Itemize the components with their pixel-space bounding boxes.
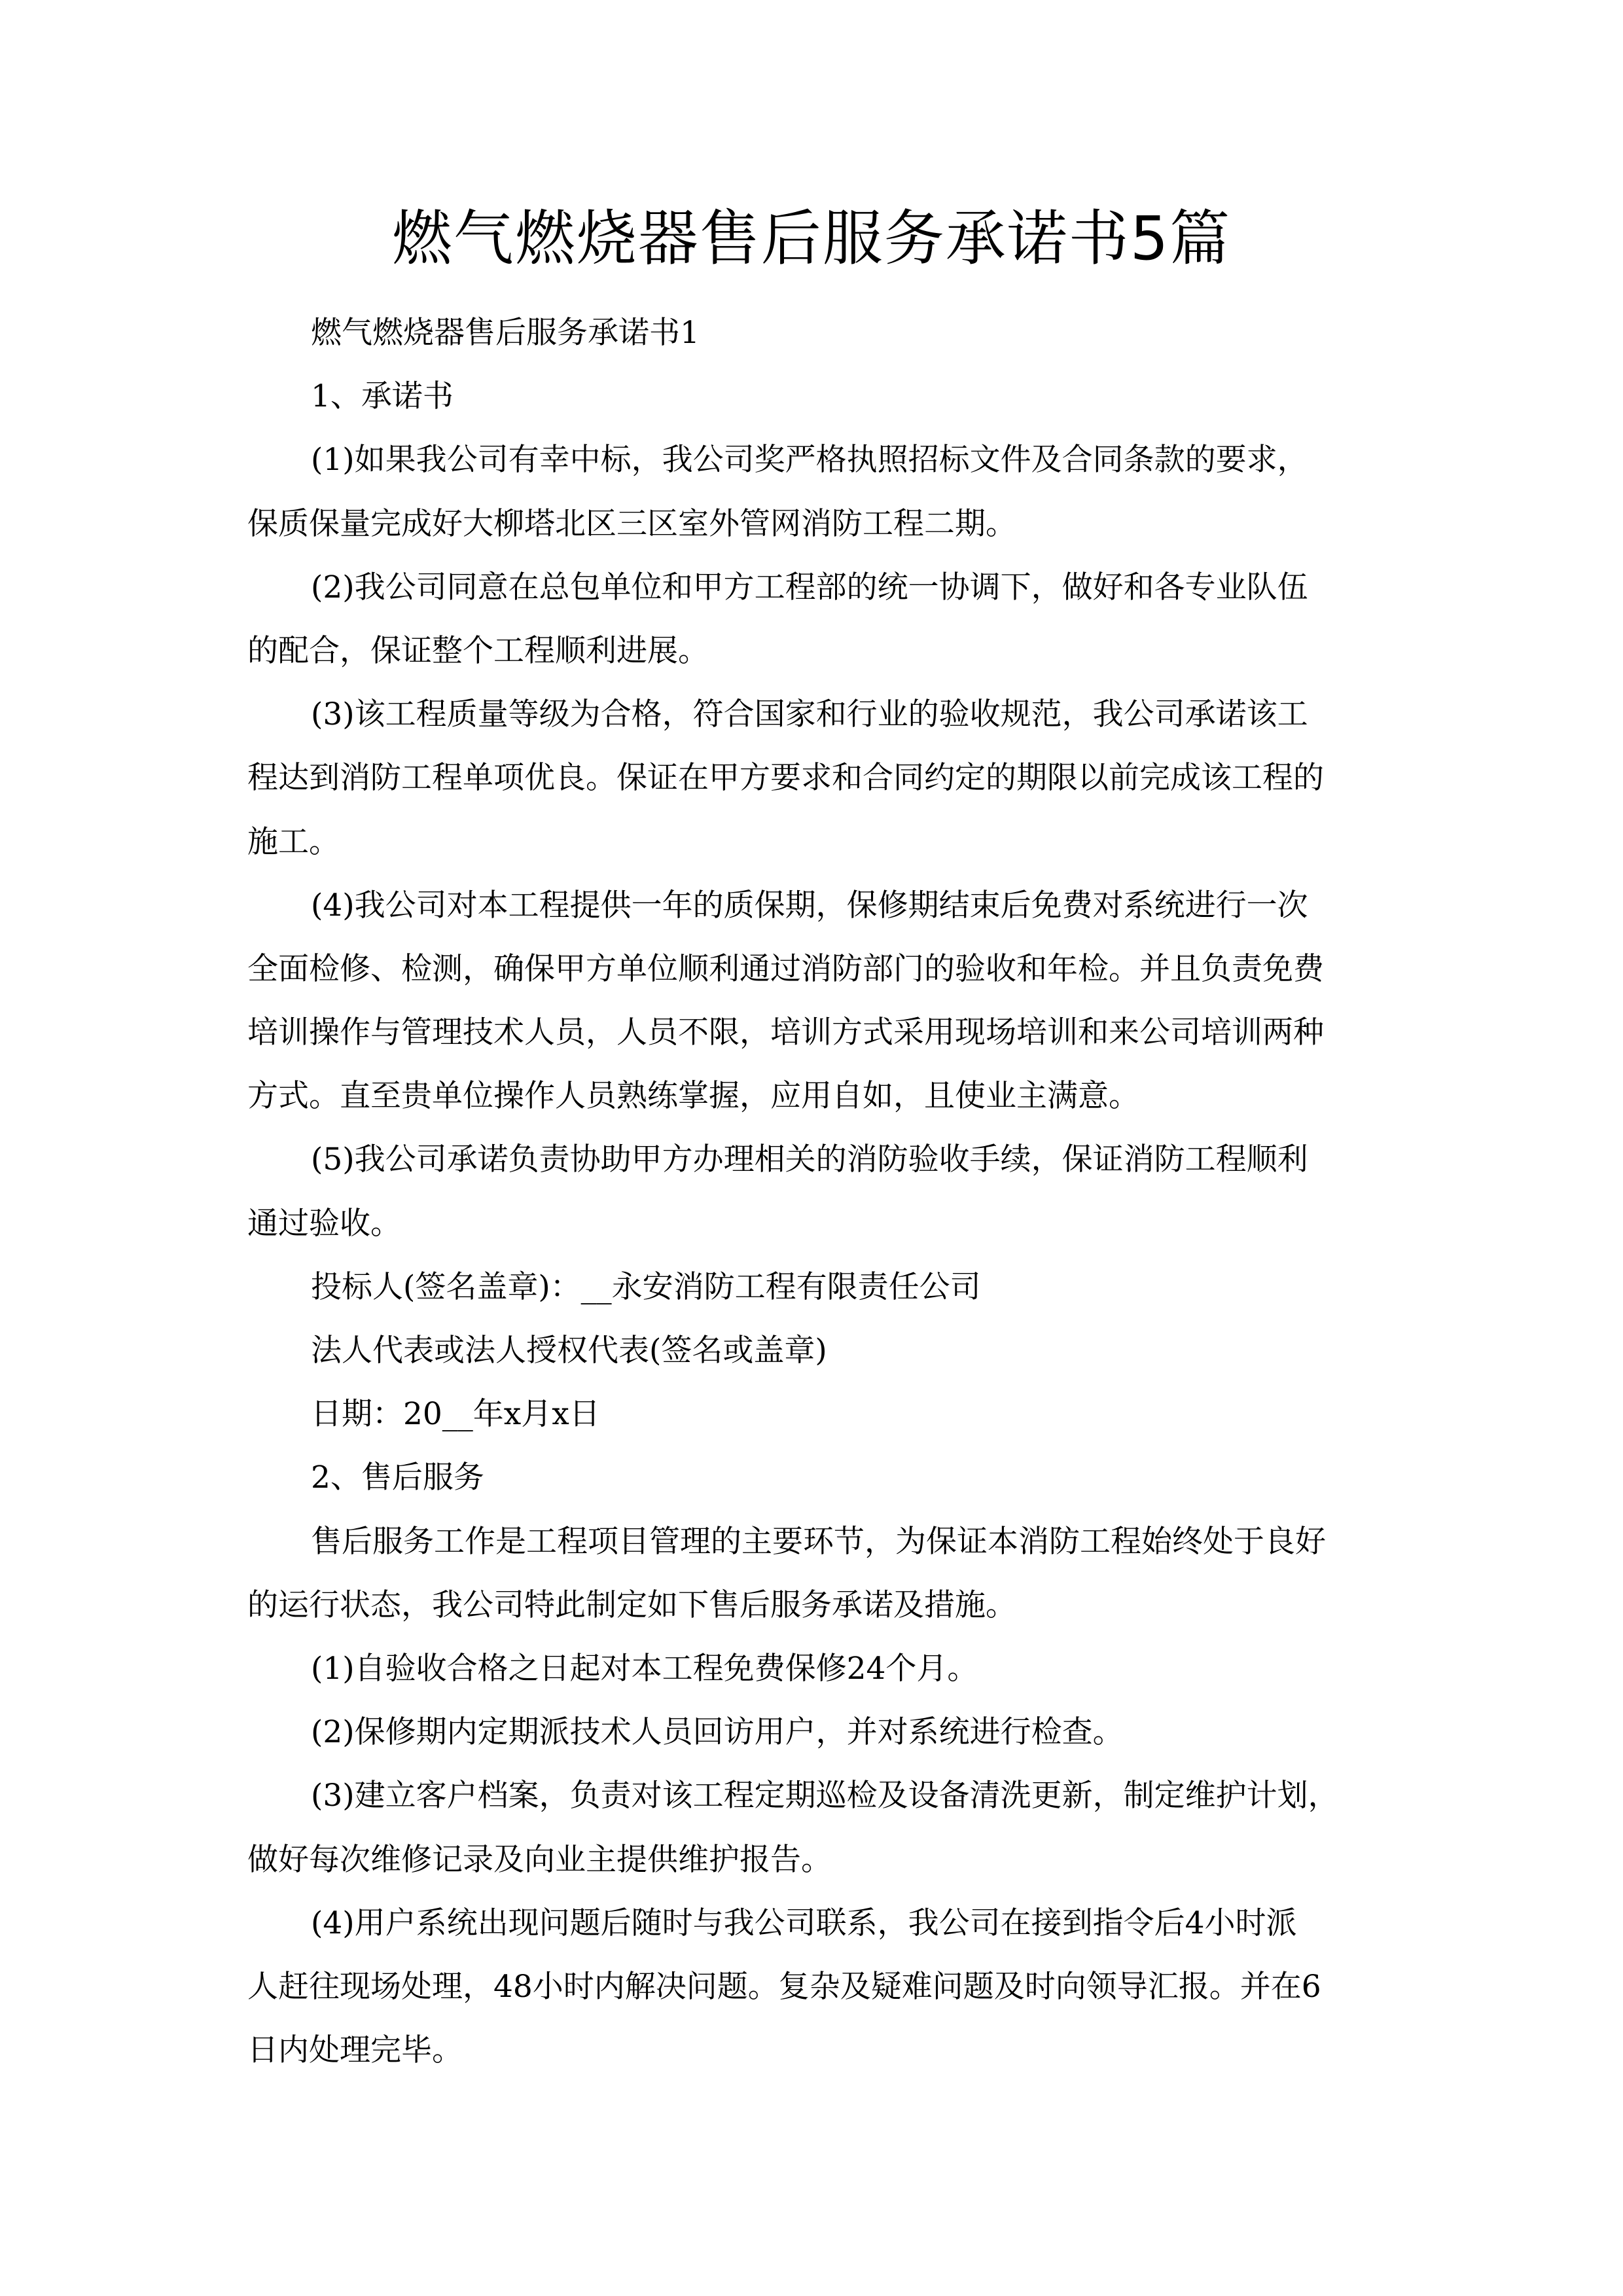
commitment-item-4-line-3: 培训操作与管理技术人员，人员不限，培训方式采用现场培训和来公司培训两种 [247,1014,1324,1051]
after-sales-item-4-line-1: (4)用户系统出现问题后随时与我公司联系，我公司在接到指令后4小时派 [311,1905,1297,1941]
document-body [247,301,1360,2082]
subsection-heading-after-sales: 2、售后服务 [311,1460,484,1496]
document-title: 燃气燃烧器售后服务承诺书5篇 [391,204,1232,274]
signature-date: 日期：20__年x月x日 [311,1396,600,1433]
commitment-item-4-line-1: (4)我公司对本工程提供一年的质保期，保修期结束后免费对系统进行一次 [311,887,1308,924]
commitment-item-3-line-2: 程达到消防工程单项优良。保证在甲方要求和合同约定的期限以前完成该工程的 [247,760,1324,797]
section-heading: 燃气燃烧器售后服务承诺书1 [311,315,700,351]
commitment-item-5-line-2: 通过验收。 [247,1205,401,1242]
after-sales-item-3-line-1: (3)建立客户档案，负责对该工程定期巡检及设备清洗更新，制定维护计划， [311,1778,1339,1814]
commitment-item-4-line-4: 方式。直至贵单位操作人员熟练掌握，应用自如，且使业主满意。 [247,1078,1139,1115]
after-sales-intro-line-2: 的运行状态，我公司特此制定如下售后服务承诺及措施。 [247,1587,1016,1623]
after-sales-item-4-line-3: 日内处理完毕。 [247,2032,463,2069]
commitment-item-3-line-1: (3)该工程质量等级为合格，符合国家和行业的验收规范，我公司承诺该工 [311,696,1308,733]
subsection-heading-commitment: 1、承诺书 [311,378,454,415]
after-sales-item-3-line-2: 做好每次维修记录及向业主提供维护报告。 [247,1841,832,1878]
commitment-item-2-line-2: 的配合，保证整个工程顺利进展。 [247,632,709,669]
after-sales-item-1: (1)自验收合格之日起对本工程免费保修24个月。 [311,1650,978,1687]
signature-bidder: 投标人(签名盖章)：__永安消防工程有限责任公司 [311,1268,981,1305]
after-sales-item-2: (2)保修期内定期派技术人员回访用户，并对系统进行检查。 [311,1714,1124,1751]
commitment-item-1-line-1: (1)如果我公司有幸中标，我公司奖严格执照招标文件及合同条款的要求， [311,442,1308,478]
after-sales-item-4-line-2: 人赶往现场处理，48小时内解决问题。复杂及疑难问题及时向领导汇报。并在6 [247,1968,1321,2005]
commitment-item-5-line-1: (5)我公司承诺负责协助甲方办理相关的消防验收手续，保证消防工程顺利 [311,1141,1308,1178]
signature-representative: 法人代表或法人授权代表(签名或盖章) [311,1333,827,1369]
commitment-item-1-line-2: 保质保量完成好大柳塔北区三区室外管网消防工程二期。 [247,505,1016,542]
commitment-item-2-line-1: (2)我公司同意在总包单位和甲方工程部的统一协调下，做好和各专业队伍 [311,569,1308,605]
commitment-item-3-line-3: 施工。 [247,823,340,860]
after-sales-intro-line-1: 售后服务工作是工程项目管理的主要环节，为保证本消防工程始终处于良好 [311,1523,1326,1560]
commitment-item-4-line-2: 全面检修、检测，确保甲方单位顺利通过消防部门的验收和年检。并且负责免费 [247,950,1324,987]
